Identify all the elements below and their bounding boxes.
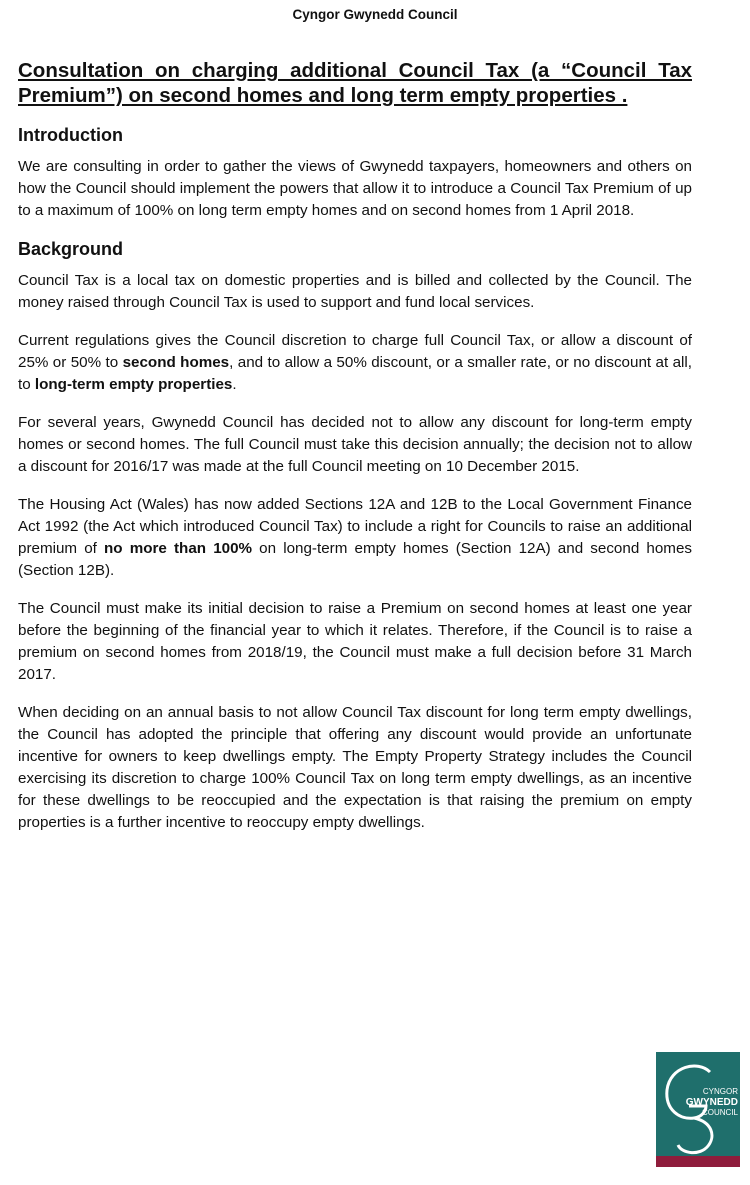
background-heading: Background: [18, 239, 124, 259]
background-paragraph-6: When deciding on an annual basis to not allow Council Tax discount for long term empty dwellings, the Council has adopted the principle that offering any discount would provide an unfortunate incentive for owners to keep dwellings empty. The Empty Property Strategy includes the Council exercising its discretion to charge 100% Council Tax on long term empty dwellings, as an incentive for these dwellings to be reoccupied and the expectation is that raising the premium on empty properties is a further incentive to reoccupy empty dwellings.: [18, 704, 692, 831]
background-paragraph-3: For several years, Gwynedd Council has decided not to allow any discount for long-term empty homes or second homes. The full Council must take this decision annually; the decision not to allow a discount for 2016/17 was made at the full Council meeting on 10 December 2015.: [18, 414, 692, 475]
introduction-paragraph: We are consulting in order to gather the views of Gwynedd taxpayers, homeowners and others on how the Council should implement the powers that allow it to introduce a Council Tax Premium of up to a maximum of 100% on long term empty homes and on second homes from 1 April 2018.: [18, 158, 692, 219]
document-title: Consultation on charging additional Council Tax (a “Council Tax Premium”) on second homes and long term empty properties .: [18, 59, 692, 107]
svg-text:GWYNEDD: GWYNEDD: [685, 1097, 738, 1108]
background-paragraph-5: The Council must make its initial decision to raise a Premium on second homes at least one year before the beginning of the financial year to which it relates. Therefore, if the Council is to raise a premium on second homes from 2018/19, the Council must make a full decision before 31 March 2017.: [18, 600, 692, 683]
svg-text:CYNGOR: CYNGOR: [702, 1087, 738, 1096]
svg-text:COUNCIL: COUNCIL: [701, 1108, 738, 1117]
background-paragraph-4: The Housing Act (Wales) has now added Sections 12A and 12B to the Local Government Finance Act 1992 (the Act which introduced Council Tax) to include a right for Councils to raise an additional premium of no more than 100% on long-term empty homes (Section 12A) and second homes (Section 12B).: [18, 496, 692, 579]
document-header: Cyngor Gwynedd Council: [292, 7, 458, 22]
background-paragraph-1: Council Tax is a local tax on domestic properties and is billed and collected by the Council. The money raised through Council Tax is used to support and fund local services.: [18, 272, 692, 311]
gwynedd-council-logo: [656, 1052, 740, 1167]
document-body: [18, 58, 692, 850]
introduction-heading: Introduction: [18, 125, 123, 145]
background-paragraph-2: Current regulations gives the Council discretion to charge full Council Tax, or allow a discount of 25% or 50% to second homes, and to allow a 50% discount, or a smaller rate, or no discount at all, to long-term empty properties.: [18, 332, 693, 393]
